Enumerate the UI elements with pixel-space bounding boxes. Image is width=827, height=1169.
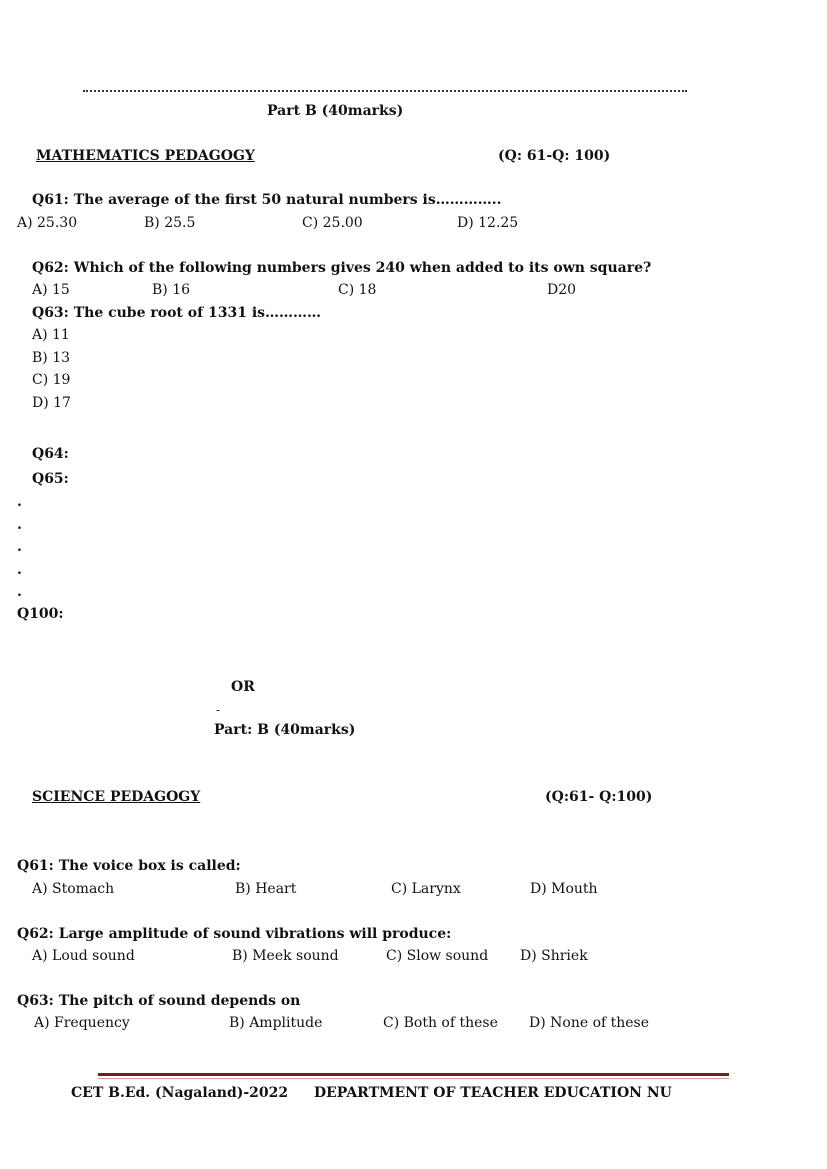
- science-q63-text: Q63: The pitch of sound depends on: [17, 993, 301, 1009]
- science-q61-option-a: A) Stomach: [32, 881, 115, 897]
- math-q64-label: Q64:: [32, 446, 69, 462]
- math-section-title: MATHEMATICS PEDAGOGY: [36, 148, 255, 164]
- math-q63-option-a: A) 11: [32, 327, 70, 343]
- math-q63-option-d: D) 17: [32, 395, 71, 411]
- science-q63-option-d: D) None of these: [529, 1015, 650, 1031]
- science-q62-option-d: D) Shriek: [520, 948, 588, 964]
- math-q62-text: Q62: Which of the following numbers gives 240 when added to its own square?: [32, 260, 652, 276]
- math-q62-option-a: A) 15: [32, 282, 70, 298]
- ellipsis-dot: .: [17, 562, 22, 578]
- science-q62-option-c: C) Slow sound: [386, 948, 489, 964]
- math-q63-option-c: C) 19: [32, 372, 71, 388]
- science-q62-option-b: B) Meek sound: [232, 948, 339, 964]
- math-q62-option-b: B) 16: [152, 282, 191, 298]
- math-question-range: (Q: 61-Q: 100): [498, 148, 611, 164]
- dash-mark: -: [216, 703, 221, 717]
- ellipsis-dot: .: [17, 517, 22, 533]
- footer-department: DEPARTMENT OF TEACHER EDUCATION NU: [314, 1085, 672, 1101]
- science-q61-text: Q61: The voice box is called:: [17, 858, 241, 874]
- math-q63-text: Q63: The cube root of 1331 is…………: [32, 305, 322, 321]
- science-q61-option-d: D) Mouth: [530, 881, 598, 897]
- math-q61-option-d: D) 12.25: [457, 215, 519, 231]
- math-q65-label: Q65:: [32, 471, 69, 487]
- footer-rule-thin: [98, 1078, 729, 1079]
- science-question-range: (Q:61- Q:100): [545, 789, 653, 805]
- dotted-separator: [83, 82, 687, 92]
- ellipsis-dot: .: [17, 494, 22, 510]
- math-q62-option-d: D20: [547, 282, 577, 298]
- footer-exam-name: CET B.Ed. (Nagaland)-2022: [71, 1085, 289, 1101]
- math-q63-option-b: B) 13: [32, 350, 71, 366]
- science-q63-option-c: C) Both of these: [383, 1015, 498, 1031]
- math-q61-option-a: A) 25.30: [17, 215, 78, 231]
- science-q63-option-a: A) Frequency: [34, 1015, 130, 1031]
- math-q100-label: Q100:: [17, 606, 64, 622]
- math-q61-option-b: B) 25.5: [144, 215, 196, 231]
- math-q61-text: Q61: The average of the first 50 natural numbers is…………..: [32, 192, 502, 208]
- science-q62-option-a: A) Loud sound: [32, 948, 135, 964]
- math-q61-option-c: C) 25.00: [302, 215, 363, 231]
- science-q61-option-b: B) Heart: [235, 881, 297, 897]
- science-q61-option-c: C) Larynx: [391, 881, 461, 897]
- science-q63-option-b: B) Amplitude: [229, 1015, 323, 1031]
- ellipsis-dot: .: [17, 539, 22, 555]
- math-q62-option-c: C) 18: [338, 282, 377, 298]
- science-q62-text: Q62: Large amplitude of sound vibrations will produce:: [17, 926, 452, 942]
- or-separator: OR: [231, 679, 255, 695]
- science-section-title: SCIENCE PEDAGOGY: [32, 789, 201, 805]
- footer-rule: [98, 1073, 729, 1076]
- ellipsis-dot: .: [17, 584, 22, 600]
- part-b-alt-title: Part: B (40marks): [214, 722, 356, 738]
- part-b-title: Part B (40marks): [267, 103, 404, 119]
